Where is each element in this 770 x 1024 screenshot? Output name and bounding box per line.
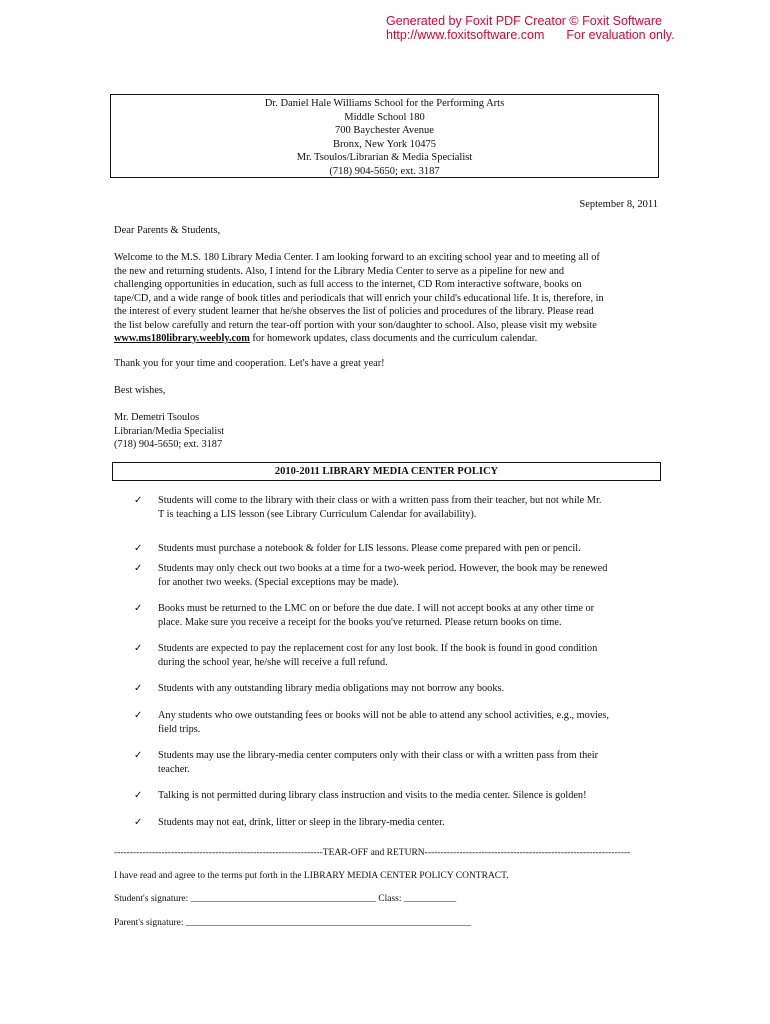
website-line [114,332,662,346]
policy-rule-line: Students may not eat, drink, litter or sleep in the library-media center. [158,817,445,828]
school-street: 700 Baychester Avenue [335,125,434,136]
policy-title: 2010-2011 LIBRARY MEDIA CENTER POLICY [274,466,499,477]
agreement-statement: I have read and agree to the terms put forth in the LIBRARY MEDIA CENTER POLICY CONTRACT. [114,871,509,881]
policy-rule-line: Students may only check out two books at a time for a two-week period. However, the book may be renewed [158,563,608,574]
checkmark-icon: ✓ [134,790,143,801]
policy-rule-text [158,749,658,776]
policy-rule-line: Books must be returned to the LMC on or before the due date. I will not accept books at any other time or [158,603,595,614]
policy-rule-line: Students with any outstanding library media obligations may not borrow any books. [158,683,505,694]
policy-rule-line: Students are expected to pay the replacement cost for any lost book. If the book is found in good condition [158,643,598,654]
closing-text: Best wishes, [114,385,166,396]
policy-rule-line: Students will come to the library with their class or with a written pass from their teacher, but not while Mr. [158,495,602,506]
policy-rule-line: teacher. [158,763,190,775]
student-signature-line: Student's signature: _______________________________________ Class: ___________ [114,894,457,904]
checkmark-icon: ✓ [134,817,143,828]
policy-rule-text [158,642,658,669]
policy-rule-text [158,816,658,830]
tear-off-divider: ------------------------------------------------------------------TEAR-OFF and RETURN----------------------------------------------------------------- [114,848,631,858]
policy-rule-line: field trips. [158,723,201,735]
policy-rule-text [158,682,658,696]
parent-signature-line: Parent's signature: ____________________________________________________________ [114,918,471,928]
checkmark-icon: ✓ [134,563,143,574]
school-number: Middle School 180 [344,111,425,123]
welcome-line: tape/CD, and a wide range of book titles and periodicals that will enrich your child's educational life. It is, therefore, in [114,292,604,304]
checkmark-icon: ✓ [134,710,143,721]
policy-rule-line: place. Make sure you receive a receipt for the books you've returned. Please return books on time. [158,616,562,628]
welcome-line: Welcome to the M.S. 180 Library Media Center. I am looking forward to an exciting school year and to meeting all of [114,252,600,263]
policy-rule-text [158,709,658,736]
policy-rule-line: for another two weeks. (Special exceptions may be made). [158,576,399,588]
policy-rule-text [158,602,658,629]
welcome-line: the new and returning students. Also, I intend for the Library Media Center to serve as a pipeline for new and [114,265,565,277]
watermark-evaluation-note: For evaluation only. [566,28,675,42]
checkmark-icon: ✓ [134,495,143,506]
signature-block [114,411,662,452]
watermark-url[interactable]: http://www.foxitsoftware.com [386,28,545,42]
welcome-line: the interest of every student learner that he/she observes the list of policies and procedures of the library. Please read [114,306,594,317]
policy-rule-line: Students must purchase a notebook & folder for LIS lessons. Please come prepared with pen or pencil. [158,543,581,554]
school-phone: (718) 904-5650; ext. 3187 [329,165,440,177]
checkmark-icon: ✓ [134,750,143,761]
policy-rule-line: Students may use the library-media center computers only with their class or with a written pass from their [158,750,599,761]
librarian-name: Mr. Tsoulos/Librarian & Media Specialist [296,152,473,163]
website-link[interactable]: www.ms180library.weebly.com [114,333,250,344]
policy-rule-line: Any students who owe outstanding fees or books will not be able to attend any school activities, e.g., movies, [158,710,609,721]
welcome-line: the list below carefully and return the tear-off portion with your son/daughter to school. Also, please visit my website [114,319,597,331]
signature-phone: (718) 904-5650; ext. 3187 [114,439,223,450]
school-city: Bronx, New York 10475 [333,138,436,150]
school-name: Dr. Daniel Hale Williams School for the Performing Arts [264,98,505,109]
letter-date: September 8, 2011 [579,199,658,210]
welcome-line: challenging opportunities in education, such as full access to the internet, CD Rom interactive software, books on [114,279,582,290]
checkmark-icon: ✓ [134,603,143,614]
website-suffix: for homework updates, class documents and the curriculum calendar. [249,333,538,344]
signature-name: Mr. Demetri Tsoulos [114,412,200,423]
checkmark-icon: ✓ [134,683,143,694]
policy-title-box [112,462,661,481]
signature-title: Librarian/Media Specialist [114,425,225,437]
policy-rule-text [158,542,658,556]
school-header-box [110,94,659,178]
salutation: Dear Parents & Students, [114,225,221,236]
watermark-links [386,28,675,43]
policy-rule-line: during the school year, he/she will receive a full refund. [158,656,388,668]
checkmark-icon: ✓ [134,543,143,554]
watermark-generated-text: Generated by Foxit PDF Creator © Foxit Software [386,14,662,28]
checkmark-icon: ✓ [134,643,143,654]
welcome-paragraph [114,251,662,346]
policy-rule-text [158,789,658,803]
policy-rule-text [158,562,658,589]
policy-rule-line: Talking is not permitted during library class instruction and visits to the media center. Silence is golden! [158,790,587,801]
policy-rule-line: T is teaching a LIS lesson (see Library Curriculum Calendar for availability). [158,508,477,520]
policy-rule-text [158,494,658,521]
thanks-text: Thank you for your time and cooperation. Let's have a great year! [114,358,385,369]
